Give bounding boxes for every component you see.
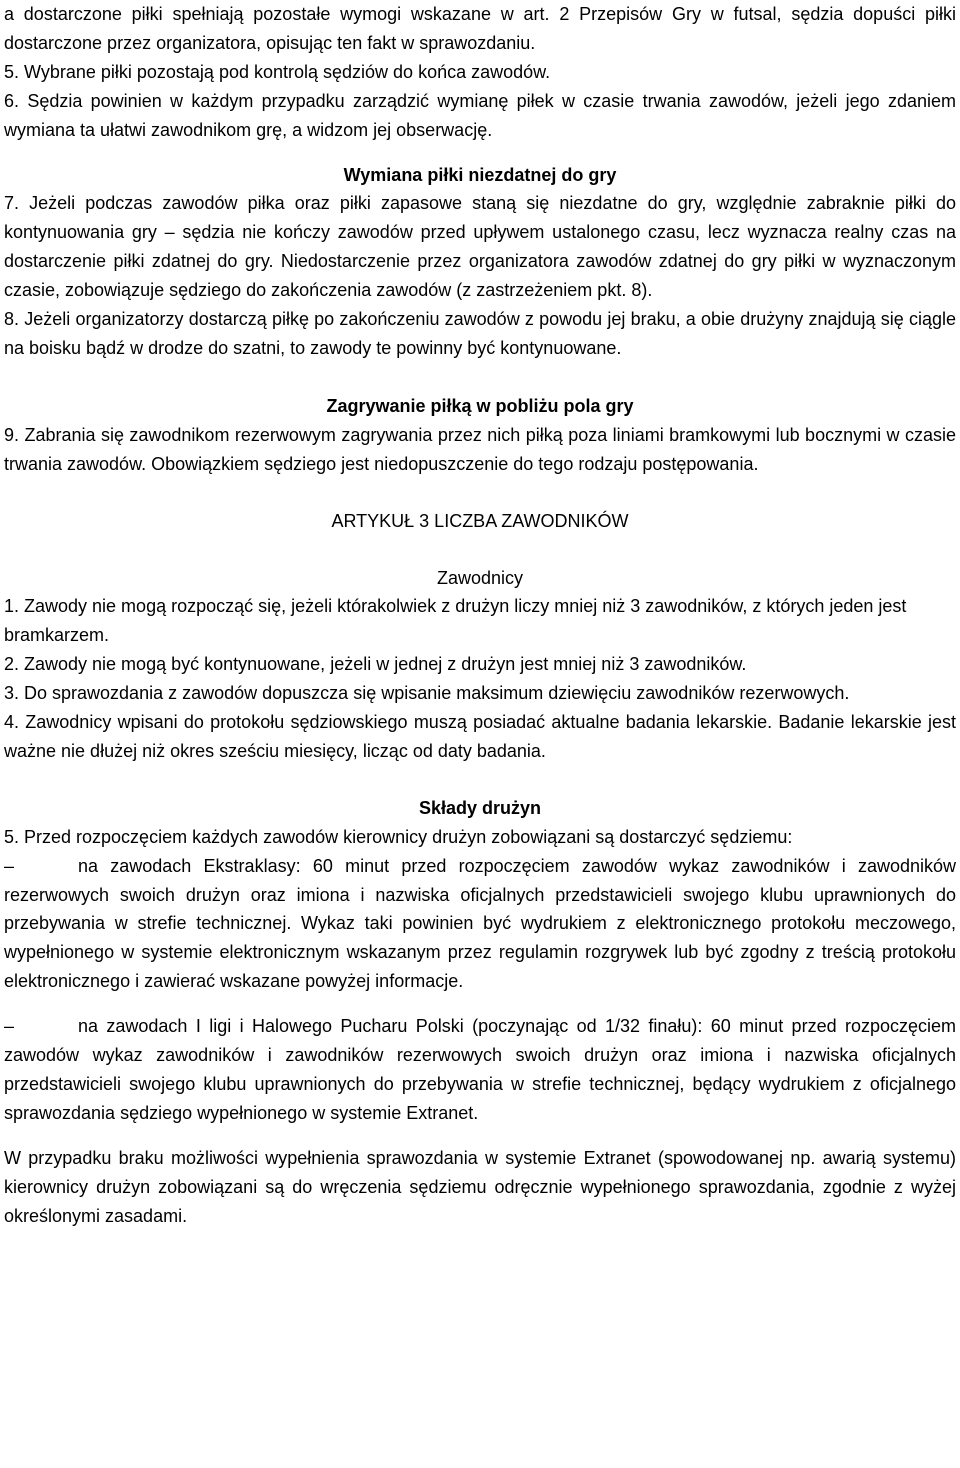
- spacer: [4, 145, 956, 161]
- dash-bullet: –: [4, 1016, 15, 1037]
- spacer: [4, 536, 956, 564]
- paragraph-point-6: 6. Sędzia powinien w każdym przypadku zarządzić wymianę piłek w czasie trwania zawodów, jeżeli jego zdaniem wymiana ta ułatwi zawodnikom grę, a widzom jej obserwację.: [4, 90, 956, 140]
- paragraph-point-8: 8. Jeżeli organizatorzy dostarczą piłkę po zakończeniu zawodów z powodu jej braku, a obie drużyny znajdują się ciągle na boisku bądź w drodze do szatni, to zawody te powinny być kontynuowane.: [4, 309, 956, 358]
- section-heading-wymiana: Wymiana piłki niezdatnej do gry: [343, 164, 617, 185]
- spacer: [4, 766, 956, 794]
- list-item: 4. Zawodnicy wpisani do protokołu sędziowskiego muszą posiadać aktualne badania lekarskie. Badanie lekarskie jest ważne nie dłużej niż okres sześciu miesięcy, licząc od daty badania.: [4, 712, 956, 761]
- section-heading-zagrywanie: Zagrywanie piłką w pobliżu pola gry: [326, 395, 634, 416]
- article-heading: ARTYKUŁ 3 LICZBA ZAWODNIKÓW: [331, 510, 629, 531]
- spacer: [4, 363, 956, 392]
- dash-list-item: [4, 852, 956, 997]
- paragraph-point-5: 5. Wybrane piłki pozostają pod kontrolą sędziów do końca zawodów.: [4, 61, 551, 82]
- paragraph-point-9: 9. Zabrania się zawodnikom rezerwowym zagrywania przez nich piłką poza liniami bramkowymi lub bocznymi w czasie trwania zawodów. Obowiązkiem sędziego jest niedopuszczenie do tego rodzaju postępowania.: [4, 424, 956, 474]
- list-item: 1. Zawody nie mogą rozpocząć się, jeżeli którakolwiek z drużyn liczy mniej niż 3 zawodników, z których jeden jest bramkarzem.: [4, 596, 907, 646]
- dash-item-text: na zawodach Ekstraklasy: 60 minut przed rozpoczęciem zawodów wykaz zawodników i zawodników rezerwowych swoich drużyn oraz imiona i nazwiska oficjalnych przedstawicieli swojego klubu uprawnionych do przebywania w strefie technicznej. Wykaz taki powinien być wydrukiem z elektronicznego protokołu meczowego, wypełnionego w systemie elektronicznym wskazanym przez regulamin rozgrywek lub być zgodny z treścią protokołu elektronicznego i zawierać wskazane powyżej informacje.: [4, 855, 956, 992]
- spacer: [4, 1128, 956, 1144]
- section-heading-zawodnicy: Zawodnicy: [436, 567, 524, 588]
- list-item: 2. Zawody nie mogą być kontynuowane, jeżeli w jednej z drużyn jest mniej niż 3 zawodników.: [4, 654, 747, 675]
- spacer: [4, 479, 956, 507]
- dash-list-item: [4, 1012, 956, 1128]
- paragraph-continuation: a dostarczone piłki spełniają pozostałe wymogi wskazane w art. 2 Przepisów Gry w futsal, sędzia dopuści piłki dostarczone przez organizatora, opisując ten fakt w sprawozdaniu.: [4, 4, 956, 53]
- paragraph-final: W przypadku braku możliwości wypełnienia sprawozdania w systemie Extranet (spowodowanej np. awarią systemu) kierownicy drużyn zobowiązani są do wręczenia sędziemu odręcznie wypełnionego sprawozdania, zgodnie z wyżej określonymi zasadami.: [4, 1147, 956, 1226]
- paragraph-point-5-sklady: 5. Przed rozpoczęciem każdych zawodów kierownicy drużyn zobowiązani są dostarczyć sędziemu:: [4, 826, 793, 847]
- spacer: [4, 996, 956, 1012]
- dash-bullet: –: [4, 855, 15, 876]
- document-page: [4, 0, 956, 1231]
- list-item: 3. Do sprawozdania z zawodów dopuszcza się wpisanie maksimum dziewięciu zawodników rezerwowych.: [4, 683, 850, 704]
- section-heading-sklady: Składy drużyn: [418, 797, 542, 818]
- paragraph-point-7: 7. Jeżeli podczas zawodów piłka oraz piłki zapasowe staną się niezdatne do gry, względnie zabraknie piłki do kontynuowania gry – sędzia nie kończy zawodów przed upływem ustalonego czasu, lecz wyznacza realny czas na dostarczenie piłki zdatnej do gry. Niedostarczenie przez organizatora zawodów zdatnej do gry piłki w wyznaczonym czasie, zobowiązuje sędziego do zakończenia zawodów (z zastrzeżeniem pkt. 8).: [4, 193, 956, 301]
- dash-item-text: na zawodach I ligi i Halowego Pucharu Polski (poczynając od 1/32 finału): 60 minut przed rozpoczęciem zawodów wykaz zawodników i zawodników rezerwowych swoich drużyn oraz imiona i nazwiska oficjalnych przedstawicieli swojego klubu uprawnionych do przebywania w strefie technicznej, będący wydrukiem z oficjalnego sprawozdania sędziego wypełnionego w systemie Extranet.: [4, 1016, 956, 1123]
